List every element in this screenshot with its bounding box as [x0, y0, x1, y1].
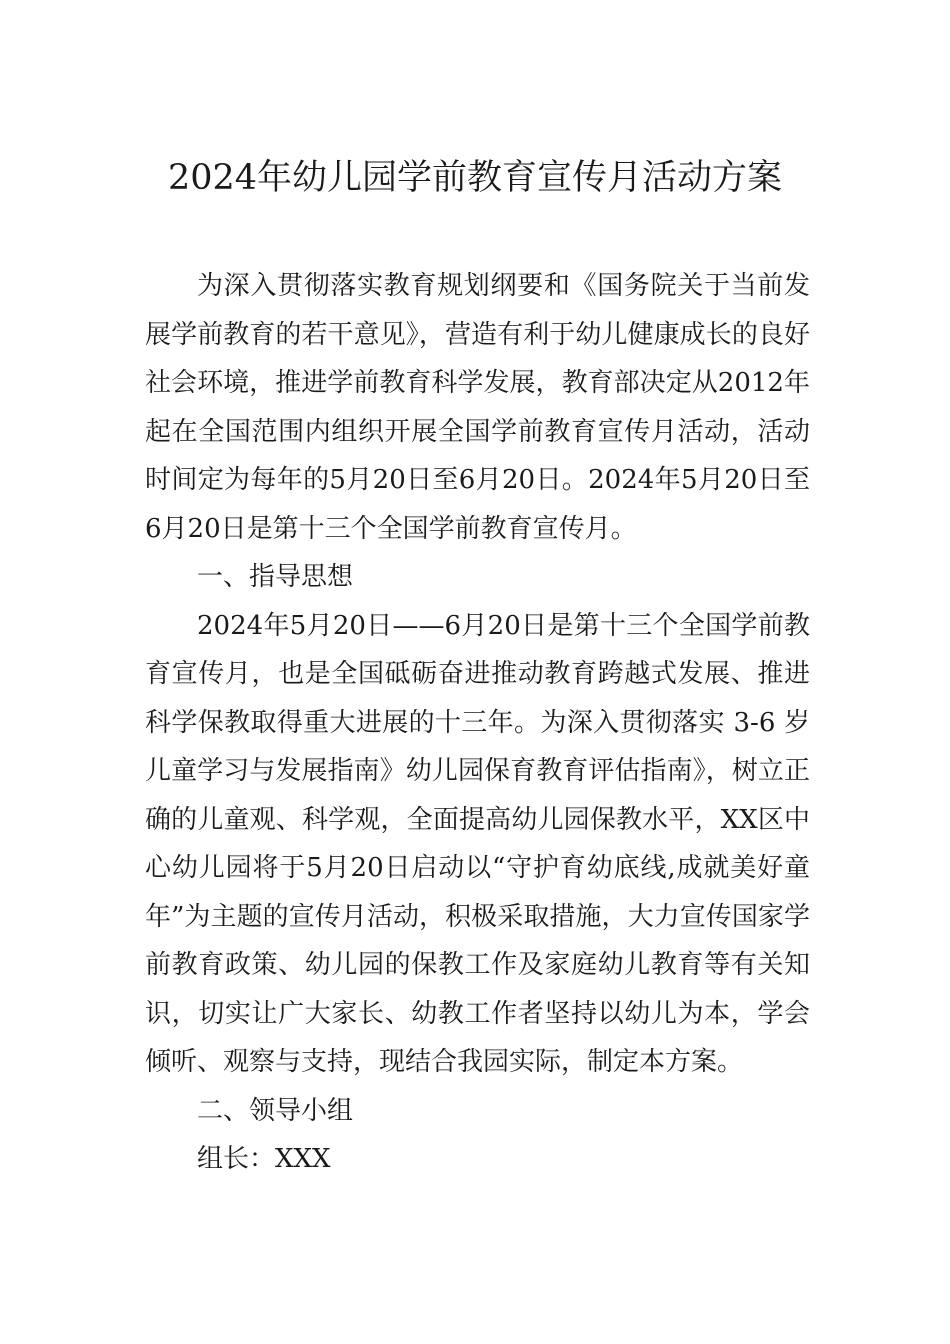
section-heading-guiding-ideology: 一、指导思想 — [197, 562, 354, 592]
section-heading-leadership-group: 二、领导小组 — [197, 1095, 354, 1126]
group-leader-line: 组长：XXX — [197, 1144, 331, 1174]
intro-paragraph: 为深入贯彻落实教育规划纲要和《国务院关于当前发展学前教育的若干意见》，营造有利于幼儿健康成长的良好社会环境，推进学前教育科学发展，教育部决定从2012年起在全国范围内组织开展全国学前教育宣传月活动，活动时间定为每年的5月20日至6月20日。2024年5月20日至6月20日是第十三个全国学前教育宣传月。 — [145, 271, 810, 544]
guiding-ideology-paragraph: 2024年5月20日——6月20日是第十三个全国学前教育宣传月，也是全国砥砺奋进推动教育跨越式发展、推进科学保教取得重大进展的十三年。为深入贯彻落实 3-6 岁儿童学习与发展指南》幼儿园保育教育评估指南》，树立正确的儿童观、科学观，全面提高幼儿园保教水平，XX区中心幼儿园将于5月20日启动以“守护育幼底线,成就美好童年”为主题的宣传月活动，积极采取措施，大力宣传国家学前教育政策、幼儿园的保教工作及家庭幼儿教育等有关知识，切实让广大家长、幼教工作者坚持以幼儿为本，学会倾听、观察与支持，现结合我园实际，制定本方案。 — [145, 610, 810, 1077]
document-title: 2024年幼儿园学前教育宣传月活动方案 — [167, 158, 783, 198]
document-body — [145, 262, 810, 1184]
